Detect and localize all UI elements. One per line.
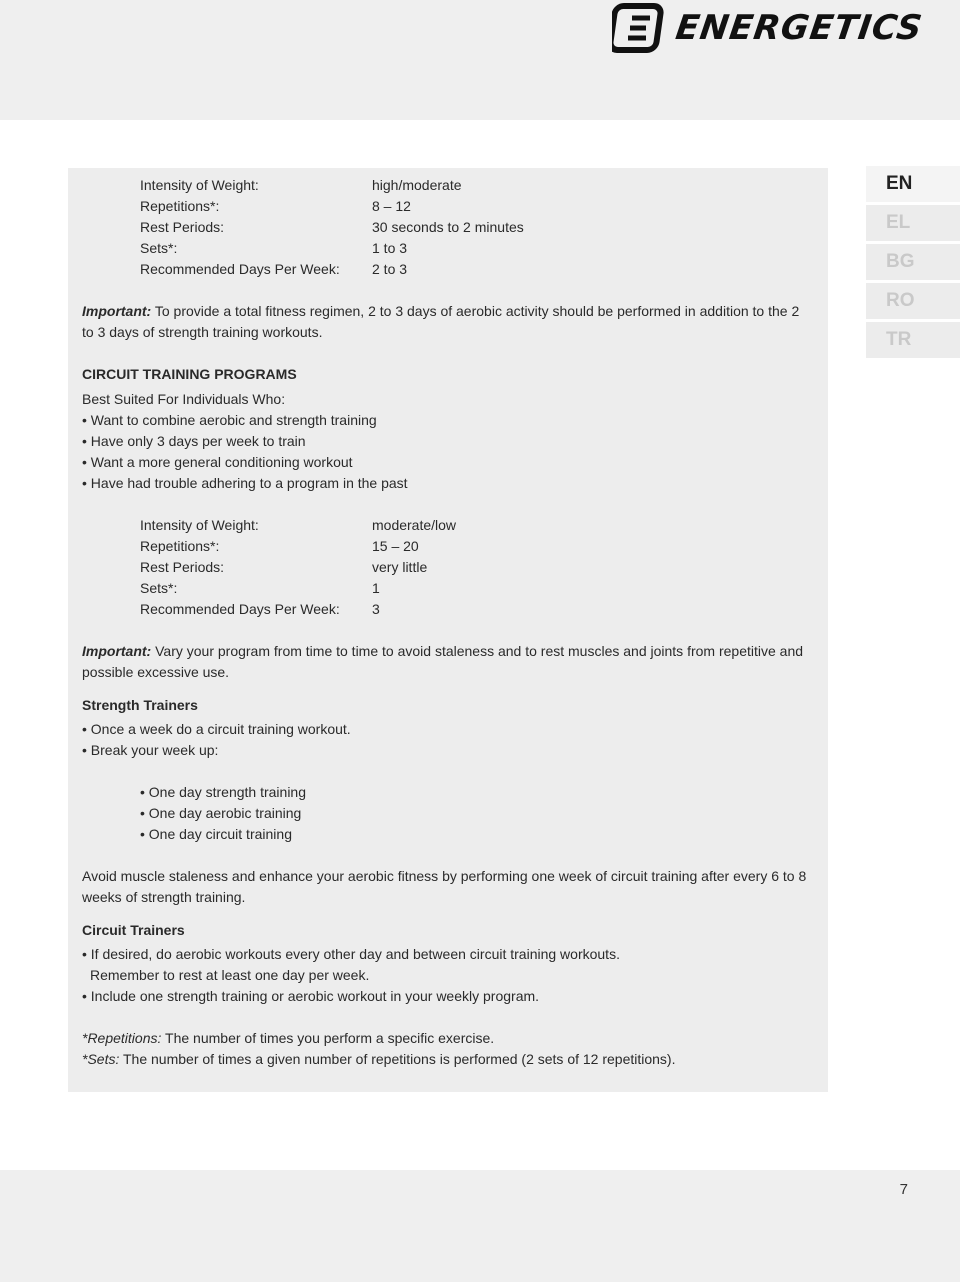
row-value: 2 to 3 xyxy=(372,261,408,277)
table-row xyxy=(140,196,812,217)
footnote-text: The number of times you perform a specific exercise. xyxy=(165,1030,495,1046)
row-value: moderate/low xyxy=(372,517,457,533)
list-item: • Include one strength training or aerobic workout in your weekly program. xyxy=(82,986,812,1007)
row-label: Rest Periods: xyxy=(140,559,225,575)
important-note xyxy=(82,641,812,683)
row-value: very little xyxy=(372,559,428,575)
tab-bg[interactable]: BG xyxy=(866,244,960,280)
sub-list xyxy=(140,782,812,845)
table-row xyxy=(140,599,812,620)
row-label: Rest Periods: xyxy=(140,219,225,235)
footnote xyxy=(82,1049,812,1070)
row-value: 30 seconds to 2 minutes xyxy=(372,219,524,235)
important-text: Vary your program from time to time to avoid staleness and to rest muscles and joints from repetitive and possible excessive use. xyxy=(82,643,804,680)
table-row xyxy=(140,578,812,599)
list-item: • If desired, do aerobic workouts every other day and between circuit training workouts. xyxy=(82,944,812,965)
row-label: Sets*: xyxy=(140,240,178,256)
table-row xyxy=(140,238,812,259)
tab-tr[interactable]: TR xyxy=(866,322,960,358)
footer-band xyxy=(0,1170,960,1282)
important-note xyxy=(82,301,812,343)
row-value: 15 – 20 xyxy=(372,538,419,554)
section-heading: CIRCUIT TRAINING PROGRAMS xyxy=(82,366,297,382)
table-row xyxy=(140,217,812,238)
list-item: • One day aerobic training xyxy=(140,803,812,824)
row-label: Recommended Days Per Week: xyxy=(140,601,340,617)
important-label: Important: xyxy=(82,643,152,659)
section-intro: Best Suited For Individuals Who: xyxy=(82,391,286,407)
list-item: • Have only 3 days per week to train xyxy=(82,431,812,452)
list-item: • Want to combine aerobic and strength training xyxy=(82,410,812,431)
table-row xyxy=(140,175,812,196)
footnote-term: *Repetitions: xyxy=(82,1030,162,1046)
row-value: high/moderate xyxy=(372,177,462,193)
list-item: • Once a week do a circuit training workout. xyxy=(82,719,812,740)
table-row xyxy=(140,557,812,578)
list-item: • One day circuit training xyxy=(140,824,812,845)
footnote xyxy=(82,1028,812,1049)
page-number: 7 xyxy=(899,1181,908,1198)
list-item-continuation: Remember to rest at least one day per week. xyxy=(90,967,370,983)
brand-name: ENERGETICS xyxy=(672,8,925,48)
row-label: Intensity of Weight: xyxy=(140,517,259,533)
section-heading: Strength Trainers xyxy=(82,697,198,713)
table-row xyxy=(140,515,812,536)
list-item: • Have had trouble adhering to a program in the past xyxy=(82,473,812,494)
circuit-program-table xyxy=(140,515,812,620)
row-label: Sets*: xyxy=(140,580,178,596)
row-value: 1 xyxy=(372,580,380,596)
paragraph: Avoid muscle staleness and enhance your aerobic fitness by performing one week of circuit training after every 6 to 8 weeks of strength training. xyxy=(82,868,807,905)
row-value: 1 to 3 xyxy=(372,240,408,256)
tab-en[interactable]: EN xyxy=(866,166,960,202)
row-label: Intensity of Weight: xyxy=(140,177,259,193)
document-content xyxy=(82,175,812,1070)
tab-ro[interactable]: RO xyxy=(866,283,960,319)
energetics-e-logo-icon xyxy=(612,3,666,53)
row-label: Repetitions*: xyxy=(140,198,220,214)
table-row xyxy=(140,536,812,557)
footnote-text: The number of times a given number of repetitions is performed (2 sets of 12 repetitions). xyxy=(123,1051,676,1067)
language-tabs xyxy=(866,166,960,361)
row-label: Recommended Days Per Week: xyxy=(140,261,340,277)
footnote-term: *Sets: xyxy=(82,1051,120,1067)
list-item: • Want a more general conditioning workout xyxy=(82,452,812,473)
table-row xyxy=(140,259,812,280)
section-heading: Circuit Trainers xyxy=(82,922,185,938)
row-value: 8 – 12 xyxy=(372,198,411,214)
important-text: To provide a total fitness regimen, 2 to 3 days of aerobic activity should be performed in addition to the 2 to 3 days of strength training workouts. xyxy=(82,303,800,340)
tab-el[interactable]: EL xyxy=(866,205,960,241)
row-label: Repetitions*: xyxy=(140,538,220,554)
row-value: 3 xyxy=(372,601,380,617)
brand-logo xyxy=(612,0,925,56)
list-item: • Break your week up: xyxy=(82,740,812,761)
important-label: Important: xyxy=(82,303,152,319)
list-item: • One day strength training xyxy=(140,782,812,803)
strength-program-table xyxy=(140,175,812,280)
